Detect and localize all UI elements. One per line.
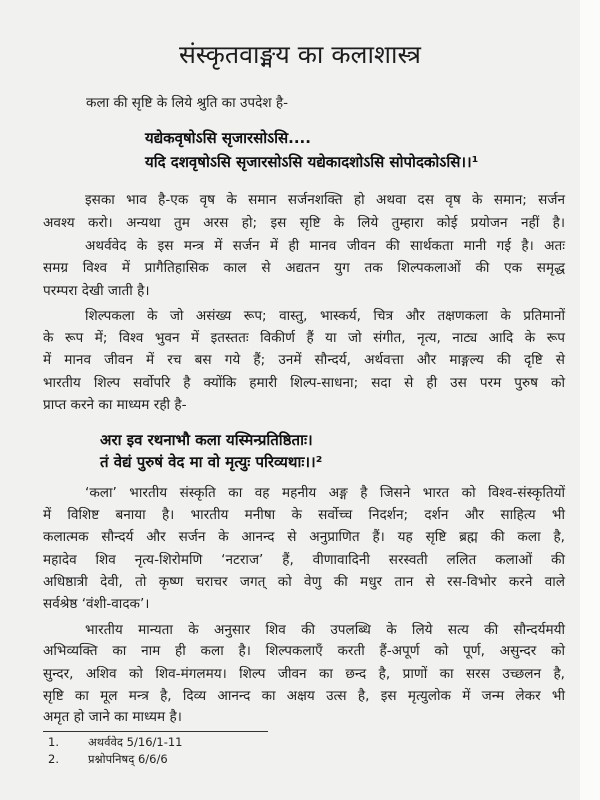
footnote-text: अथर्ववेद 5/16/1-11: [88, 735, 183, 749]
paragraph-line: अमृत हो जाने का माध्यम है।: [43, 709, 182, 725]
verse-line: अरा इव रथनाभौ कला यस्मिन्प्रतिष्ठिताः।: [100, 431, 313, 449]
paragraph-line: परम्परा देखी जाती है।: [43, 283, 150, 299]
page-title: संस्कृतवाङ्मय का कलाशास्त्र: [179, 40, 421, 69]
paragraph-line: सर्वश्रेष्ठ ‘वंशी-वादक’।: [43, 596, 150, 612]
paragraph-line: समग्र विश्व में प्रागैतिहासिक काल से अद्यतन युग तक शिल्पकलाओं की एक समृद्ध: [43, 260, 565, 276]
paragraph-line: सृष्टि का मूल मन्त्र है, दिव्य आनन्द का अक्षय उत्स है, इस मृत्युलोक में जन्म लेकर भी: [43, 688, 565, 704]
verse-line: तं वेद्यं पुरुषं वेद मा वो मृत्युः परिव्यथाः।।²: [100, 453, 323, 471]
footnote: [48, 733, 182, 751]
paragraph-line: इसका भाव है-एक वृष के समान सर्जनशक्ति हो अथवा दस वृष के समान; सर्जन: [85, 192, 565, 208]
paragraph-line: अवश्य करो। अन्यथा तुम अरस हो; इस सृष्टि के लिये तुम्हारा कोई प्रयोजन नहीं है।: [43, 215, 565, 231]
paragraph-line: भारतीय शिल्प सर्वोपरि है क्योंकि हमारी शिल्प-साधना; सदा से ही उस परम पुरुष को: [43, 375, 565, 391]
footnote-number: 1.: [48, 735, 59, 749]
paragraph-line: कलात्मक सौन्दर्य और सर्जन के आनन्द से अनुप्राणित हैं। यह सृष्टि ब्रह्म की कला है,: [43, 529, 565, 545]
verse-line: यद्येकवृषोऽसि सृजारसोऽसि....: [145, 129, 311, 147]
paragraph-line: ‘कला’ भारतीय संस्कृति का वह महनीय अङ्ग है जिसने भारत को विश्व-संस्कृतियों: [85, 485, 565, 501]
paragraph-line: महादेव शिव नृत्य-शिरोमणि ‘नटराज’ हैं, वीणावादिनी सरस्वती ललित कलाओं की: [43, 552, 565, 568]
paragraph-line: अधिष्ठात्री देवी, तो कृष्ण चराचर जगत् को वेणु की मधुर तान से रस-विभोर करने वाले: [43, 574, 565, 590]
footnote-number: 2.: [48, 752, 59, 766]
paragraph-line: सुन्दर, अशिव को शिव-मंगलमय। शिल्प जीवन का छन्द है, प्राणों का सरस उच्छलन है,: [43, 666, 565, 682]
paragraph-line: अभिव्यक्ति का नाम ही कला है। शिल्पकलाएँ करती हैं-अपूर्ण को पूर्ण, असुन्दर को: [43, 643, 565, 659]
paragraph-line: के रूप में; विश्व भुवन में इतस्ततः विकीर्ण हैं या जो संगीत, नृत्य, नाट्य आदि के रूप: [43, 330, 565, 346]
page-edge: [580, 0, 600, 800]
verse-line: यदि दशवृषोऽसि सृजारसोऽसि यद्येकादशोऽसि सोपोदकोऽसि।।¹: [145, 153, 479, 171]
footnote-text: प्रश्नोपनिषद् 6/6/6: [88, 752, 168, 766]
paragraph-line: में विशिष्ट बनाया है। भारतीय मनीषा के सर्वोच्च निदर्शन; दर्शन और साहित्य भी: [43, 507, 565, 523]
paragraph-line: अथर्ववेद के इस मन्त्र में सर्जन में ही मानव जीवन की सार्थकता मानी गई है। अतः: [85, 238, 565, 254]
paragraph-line: में मानव जीवन में रच बस गये हैं; उनमें सौन्दर्य, अर्थवत्ता और माङ्गल्य की दृष्टि से: [43, 352, 565, 368]
paragraph-line: प्राप्त करने का माध्यम रही है-: [43, 397, 187, 413]
intro-line: कला की सृष्टि के लिये श्रुति का उपदेश है-: [86, 95, 289, 111]
paragraph-line: भारतीय मान्यता के अनुसार शिव की उपलब्धि के लिये सत्य की सौन्दर्यमयी: [85, 622, 565, 638]
paragraph-line: शिल्पकला के जो असंख्य रूप; वास्तु, भास्कर्य, चित्र और तक्षणकला के प्रतिमानों: [85, 308, 565, 324]
footnote: [48, 750, 168, 768]
footnote-divider: [43, 731, 268, 732]
